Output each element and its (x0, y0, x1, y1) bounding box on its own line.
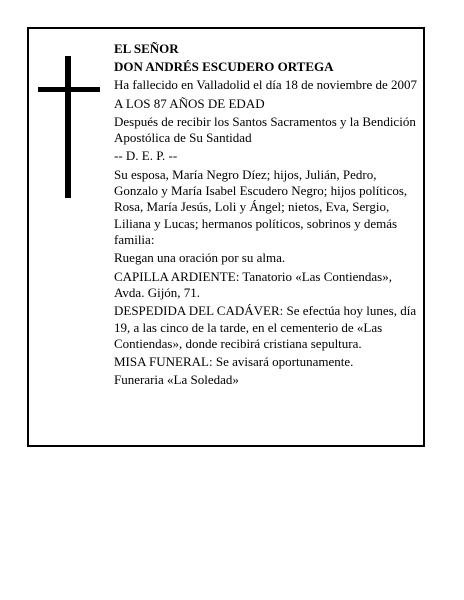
cross-horizontal-bar (38, 87, 100, 92)
prayer-request: Ruegan una oración por su alma. (114, 250, 286, 266)
funeral-home: Funeraria «La Soledad» (114, 372, 239, 388)
deceased-name: DON ANDRÉS ESCUDERO ORTEGA (114, 59, 334, 75)
age-statement: A LOS 87 AÑOS DE EDAD (114, 95, 265, 111)
notice-title: EL SEÑOR (114, 41, 179, 56)
family-list: Su esposa, María Negro Díez; hijos, Julián, Pedro, Gonzalo y María Isabel Escudero Negro; hijos políticos, Rosa, María Jesús, Loli y Ángel; nietos, Eva, Sergio, Liliana y Lucas; hermanos políticos, sobrinos y demás familia: (114, 166, 408, 248)
sacraments-statement: Después de recibir los Santos Sacramentos y la Bendición Apostólica de Su Santidad (114, 113, 416, 146)
rip-line: -- D. E. P. -- (114, 148, 178, 164)
death-statement: Ha fallecido en Valladolid el día 18 de noviembre de 2007 (114, 77, 417, 93)
cross-vertical-bar (65, 56, 71, 198)
obituary-notice (27, 27, 425, 447)
cross-icon (38, 56, 100, 198)
notice-text (114, 41, 418, 391)
chapel-info: CAPILLA ARDIENTE: Tanatorio «Las Contiendas», Avda. Gijón, 71. (114, 268, 392, 301)
farewell-info: DESPEDIDA DEL CADÁVER: Se efectúa hoy lunes, día 19, a las cinco de la tarde, en el cementerio de «Las Contiendas», donde recibirá cristiana sepultura. (114, 303, 417, 352)
mass-info: MISA FUNERAL: Se avisará oportunamente. (114, 354, 354, 370)
